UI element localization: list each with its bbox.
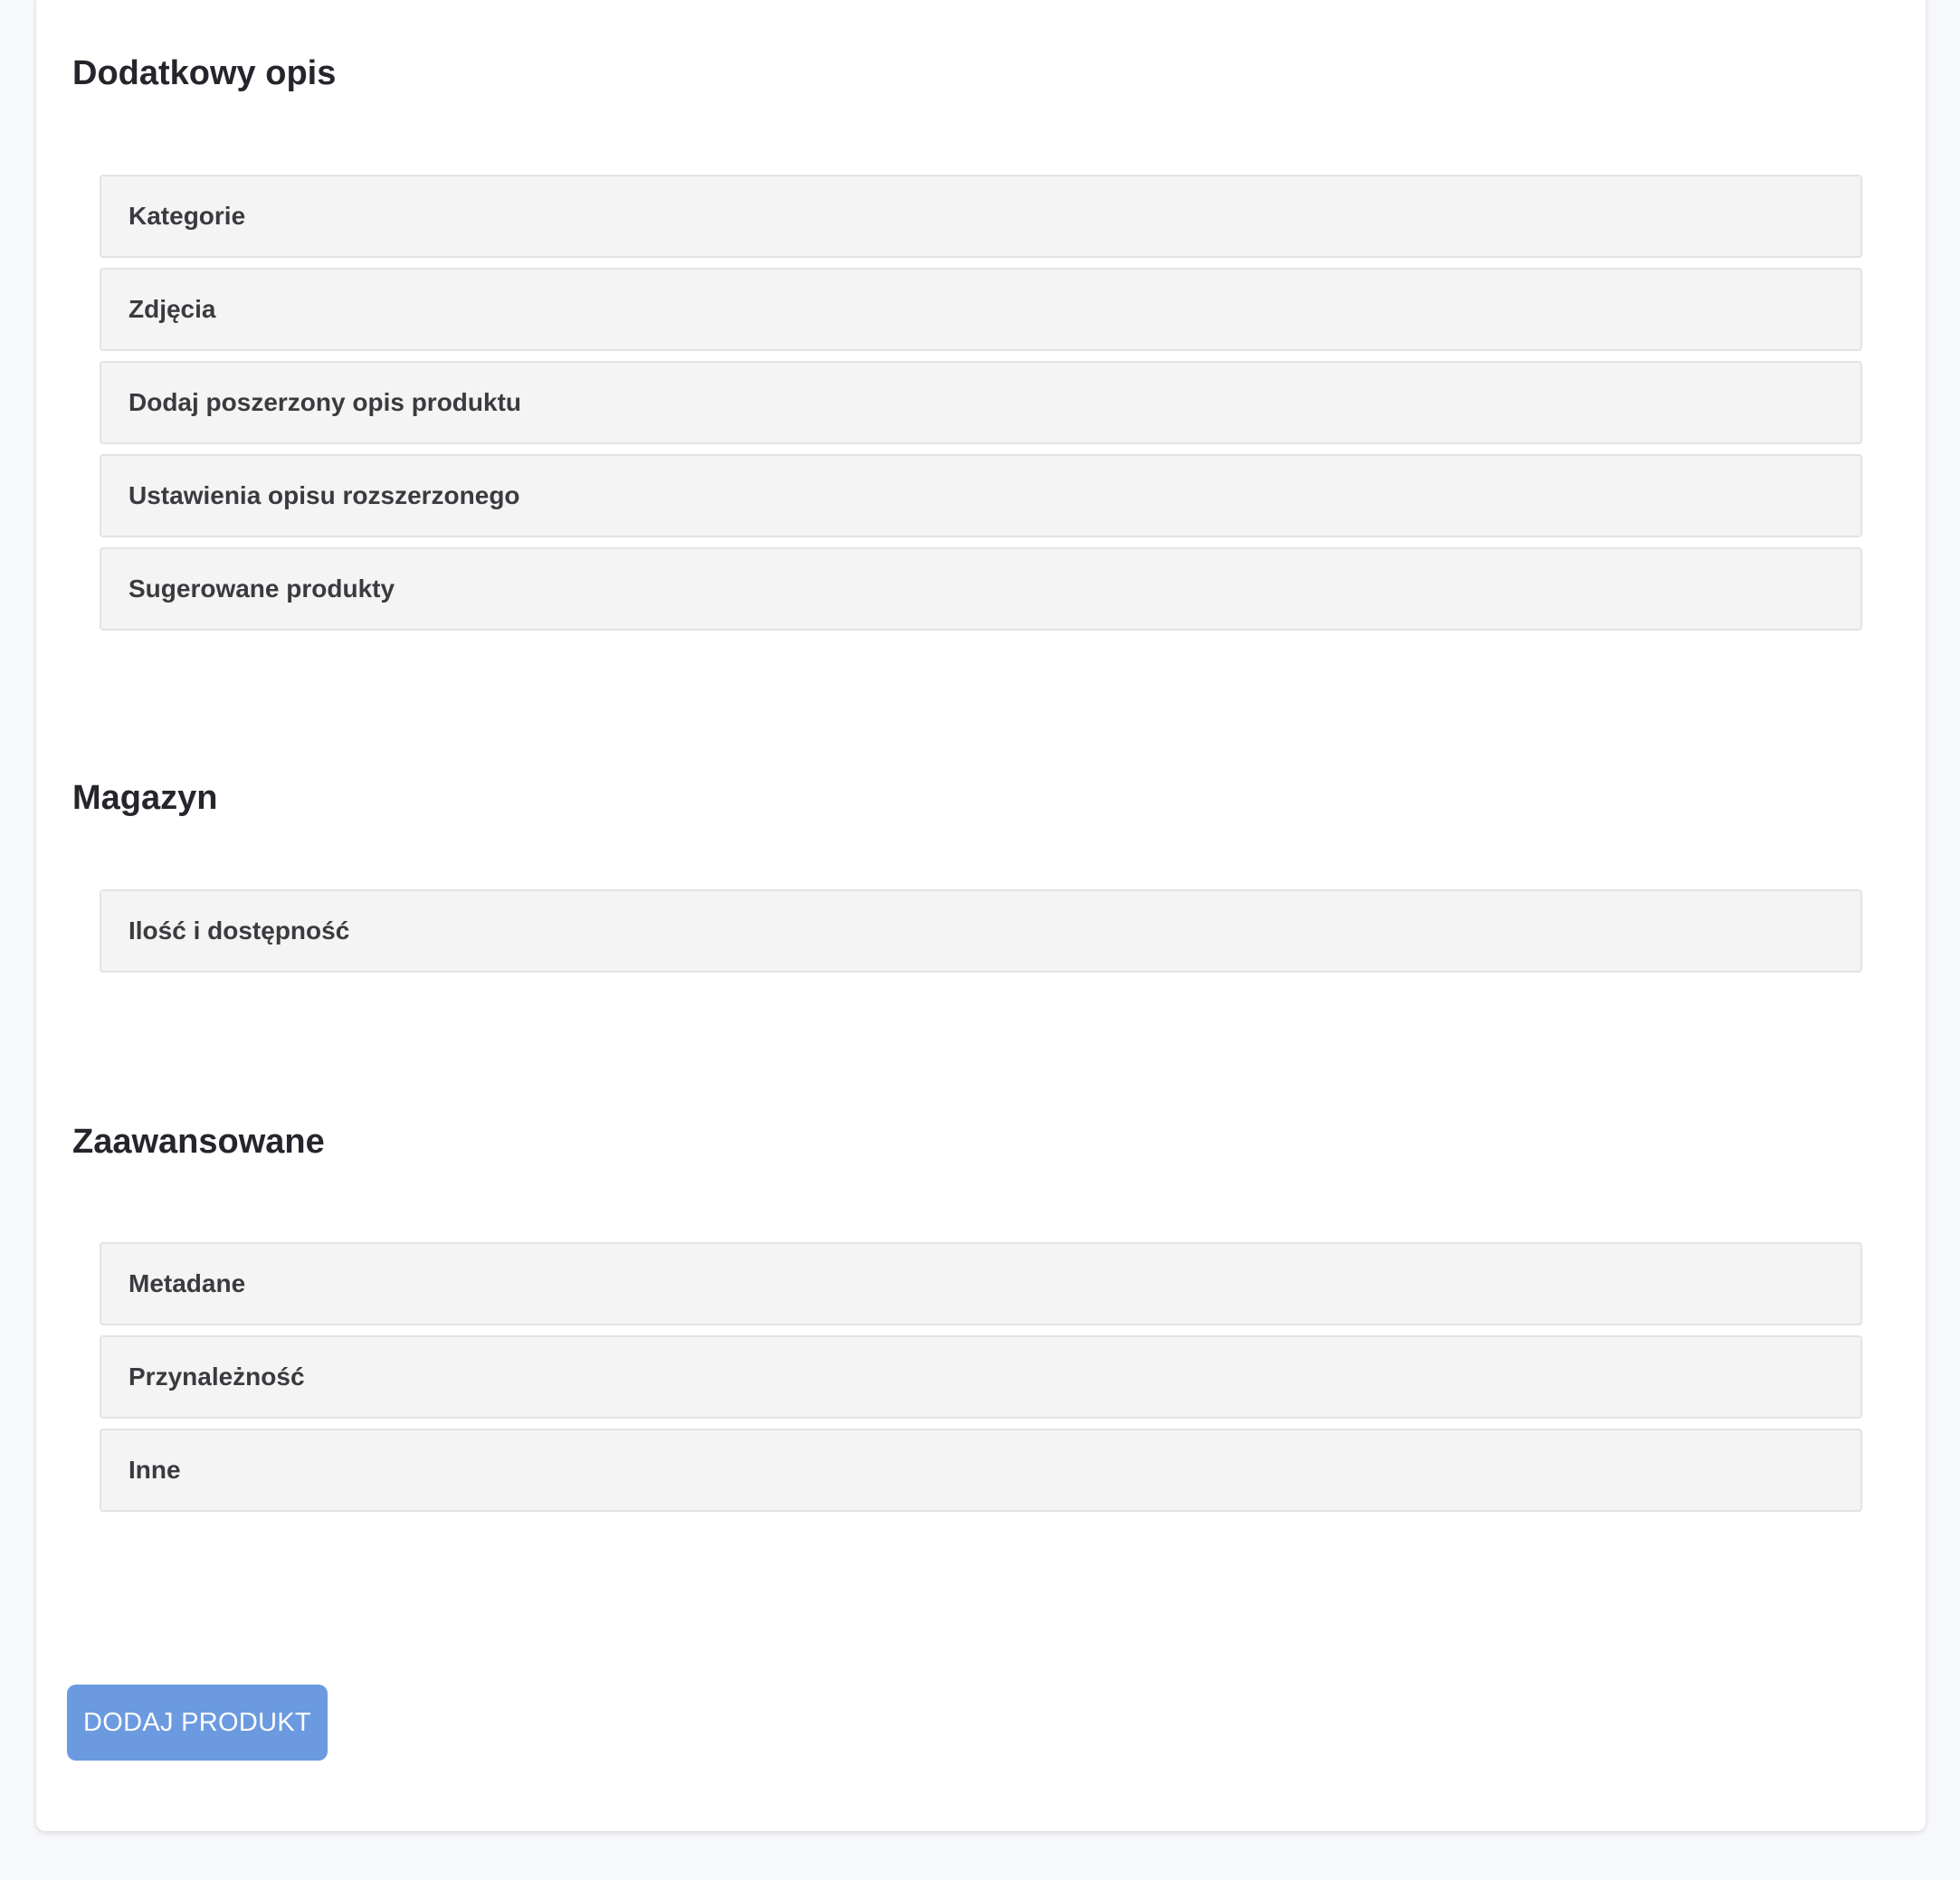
panel-label: Sugerowane produkty xyxy=(128,574,395,603)
panel-metadane[interactable] xyxy=(100,1242,1862,1325)
panel-label: Kategorie xyxy=(128,202,246,230)
panel-list-magazyn xyxy=(100,889,1862,983)
panel-label: Ilość i dostępność xyxy=(128,916,350,945)
panel-label: Inne xyxy=(128,1456,181,1484)
panel-inne[interactable] xyxy=(100,1429,1862,1512)
panel-list-dodatkowy-opis xyxy=(100,175,1862,641)
section-title-magazyn: Magazyn xyxy=(72,779,218,817)
panel-list-zaawansowane xyxy=(100,1242,1862,1522)
panel-przynaleznosc[interactable] xyxy=(100,1335,1862,1419)
section-title-dodatkowy-opis: Dodatkowy opis xyxy=(72,54,337,92)
panel-label: Zdjęcia xyxy=(128,295,216,323)
panel-ilosc-i-dostepnosc[interactable] xyxy=(100,889,1862,973)
add-product-button[interactable]: DODAJ PRODUKT xyxy=(67,1685,328,1761)
panel-kategorie[interactable] xyxy=(100,175,1862,258)
panel-zdjecia[interactable] xyxy=(100,268,1862,351)
section-title-zaawansowane: Zaawansowane xyxy=(72,1123,325,1161)
panel-label: Dodaj poszerzony opis produktu xyxy=(128,388,522,416)
panel-label: Ustawienia opisu rozszerzonego xyxy=(128,481,520,509)
panel-label: Metadane xyxy=(128,1269,246,1297)
panel-label: Przynależność xyxy=(128,1363,305,1391)
panel-poszerzony-opis[interactable] xyxy=(100,361,1862,444)
panel-ustawienia-opisu[interactable] xyxy=(100,454,1862,537)
panel-sugerowane-produkty[interactable] xyxy=(100,547,1862,631)
